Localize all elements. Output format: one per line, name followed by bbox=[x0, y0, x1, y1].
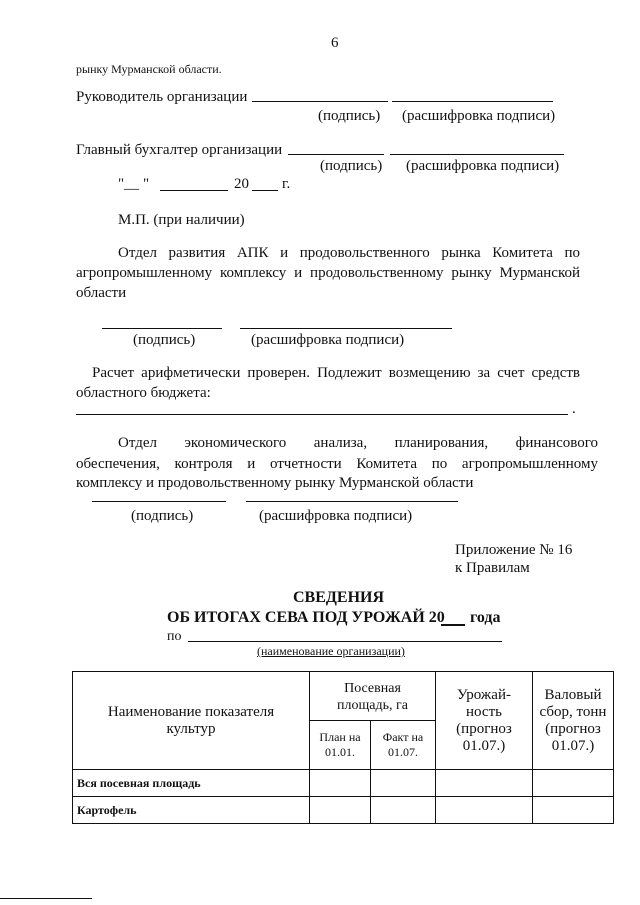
head-sign-caption: (подпись) bbox=[318, 108, 381, 124]
head-decode-caption: (расшифровка подписи) bbox=[402, 108, 556, 124]
check-line-2: областного бюджета: bbox=[76, 385, 211, 401]
stamp-text: М.П. (при наличии) bbox=[118, 212, 245, 228]
check-line-1: Расчет арифметически проверен. Подлежит возмещению за счет средств bbox=[92, 365, 580, 381]
dept-apk-line-2: агропромышленному комплексу и продовольственному рынку Мурманской bbox=[76, 265, 580, 281]
dept-econ-line-2: обеспечения, контроля и отчетности Комитета по агропромышленному bbox=[76, 456, 598, 472]
form-title-po: по bbox=[167, 629, 182, 644]
date-quote-close: " bbox=[143, 176, 150, 192]
head-sign-line bbox=[252, 101, 388, 102]
row-potato: Картофель bbox=[73, 797, 310, 824]
cell-gross bbox=[533, 770, 614, 797]
sowing-results-table bbox=[72, 671, 614, 824]
table-header-row bbox=[73, 672, 614, 721]
page-number: 6 bbox=[331, 35, 339, 51]
dept-econ-line-3: комплексу и продовольственному рынку Мурманской области bbox=[76, 475, 474, 491]
dept-apk-line-3: области bbox=[76, 285, 127, 301]
form-title-line-2-suffix: года bbox=[470, 609, 501, 626]
org-name-caption: (наименование организации) bbox=[257, 644, 405, 658]
apk-sign-caption: (подпись) bbox=[133, 332, 196, 348]
cell-yield bbox=[436, 797, 533, 824]
cell-yield bbox=[436, 770, 533, 797]
head-signature-label: Руководитель организации bbox=[76, 89, 248, 105]
dept-apk-line-1: Отдел развития АПК и продовольственного рынка Комитета по bbox=[118, 245, 580, 261]
table-row bbox=[73, 797, 614, 824]
date-year-line bbox=[252, 190, 278, 191]
row-all-sown-area: Вся посевная площадь bbox=[73, 770, 310, 797]
org-name-line bbox=[188, 641, 502, 642]
date-day-blank: __ bbox=[124, 176, 139, 192]
date-quote-open: " bbox=[118, 176, 125, 192]
date-year-prefix: 20 bbox=[234, 176, 249, 192]
header-sown-area: Посевная площадь, га bbox=[310, 672, 436, 721]
head-decode-line bbox=[392, 101, 553, 102]
appendix-line-2: к Правилам bbox=[455, 560, 530, 576]
econ-sign-line bbox=[92, 501, 226, 502]
footnote-separator bbox=[0, 898, 92, 899]
date-month-line bbox=[160, 190, 228, 191]
header-crop-name: Наименование показателя культур bbox=[73, 672, 310, 770]
cell-plan bbox=[310, 770, 371, 797]
accountant-decode-line bbox=[390, 154, 564, 155]
accountant-sign-line bbox=[288, 154, 384, 155]
table-row bbox=[73, 770, 614, 797]
cell-fact bbox=[371, 770, 436, 797]
header-plan: План на 01.01. bbox=[310, 721, 371, 770]
econ-decode-caption: (расшифровка подписи) bbox=[259, 508, 413, 524]
date-year-suffix: г. bbox=[282, 176, 291, 192]
apk-decode-caption: (расшифровка подписи) bbox=[251, 332, 405, 348]
header-yield: Урожай-ность (прогноз 01.07.) bbox=[436, 672, 533, 770]
intro-tail-text: рынку Мурманской области. bbox=[76, 62, 222, 76]
accountant-sign-caption: (подпись) bbox=[320, 158, 383, 174]
check-end-dot: . bbox=[572, 401, 576, 417]
apk-decode-line bbox=[240, 328, 452, 329]
appendix-line-1: Приложение № 16 bbox=[455, 542, 573, 558]
apk-sign-line bbox=[102, 328, 222, 329]
form-title-line-2-prefix: ОБ ИТОГАХ СЕВА ПОД УРОЖАЙ 20 bbox=[167, 609, 445, 626]
accountant-signature-label: Главный бухгалтер организации bbox=[76, 142, 283, 158]
header-fact: Факт на 01.07. bbox=[371, 721, 436, 770]
check-fill-line bbox=[76, 414, 568, 415]
form-title-line-1: СВЕДЕНИЯ bbox=[293, 589, 385, 606]
econ-decode-line bbox=[246, 501, 458, 502]
econ-sign-caption: (подпись) bbox=[131, 508, 194, 524]
dept-econ-line-1: Отдел экономического анализа, планирования, финансового bbox=[118, 435, 598, 451]
form-title-year-line bbox=[441, 624, 465, 626]
cell-plan bbox=[310, 797, 371, 824]
cell-fact bbox=[371, 797, 436, 824]
cell-gross bbox=[533, 797, 614, 824]
header-gross-harvest: Валовый сбор, тонн (прогноз 01.07.) bbox=[533, 672, 614, 770]
accountant-decode-caption: (расшифровка подписи) bbox=[406, 158, 560, 174]
